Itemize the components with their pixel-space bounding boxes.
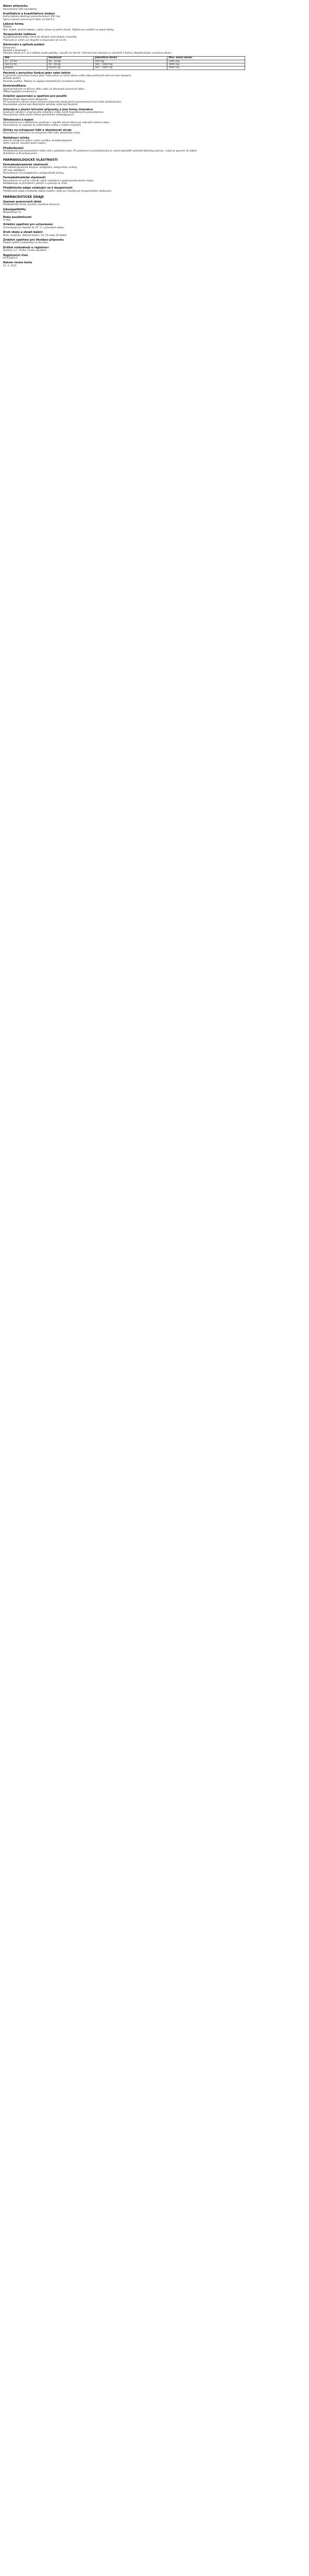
section-heading: Kontraindikace [3, 84, 26, 88]
section-paragraph: Farmakoterapeutická skupina: analgetika, antipyretika, anilidy. [3, 166, 78, 170]
section-tehotenstvi-a-kojeni [3, 118, 306, 127]
section-heading: Držitel rozhodnutí o registraci [3, 246, 49, 249]
section-farmakodynamicke-vlastnosti [3, 163, 306, 175]
section-paragraph: Předávkování paracetamolem může vést k poškození jater. Při podezření na předávkování je nutné okamžitě vyhledat lékařskou pomoc, i když se pacient cítí dobře. [3, 150, 198, 153]
section-paragraph: Dospělí a dospívající [3, 49, 27, 52]
section-paragraph: Antidotem je N-acetylcystein. [3, 152, 38, 156]
section-heading: Zvláštní opatření pro likvidaci přípravku [3, 238, 64, 242]
section-farmakokineticke-vlastnosti [3, 176, 306, 185]
section-seznam-pomocnych-latek [3, 200, 306, 207]
section-paragraph: Uchovávejte při teplotě do 25 °C v původním obalu. [3, 226, 65, 229]
dosage-table-body [4, 60, 245, 70]
section-predavkovani [3, 147, 306, 156]
dosage-table-cell: 500 - 1000 mg [94, 63, 167, 66]
section-paragraph: Jedna tableta obsahuje paracetamolum 500 mg. [3, 15, 61, 19]
sections-part-3 [3, 163, 306, 193]
section-heading: Terapeutické indikace [3, 32, 36, 36]
section-paragraph: 07/123/01-C [3, 257, 18, 260]
section-zvlastni-opatreni-pro-likvidaci-pripravk [3, 239, 306, 245]
section-paragraph: ATC kód: N02BE01 [3, 169, 25, 172]
section-registracni-cislo [3, 254, 306, 260]
section-paragraph: Dlouhodobé užívání bez lékařského dohledu může být škodlivé. [3, 104, 79, 107]
section-paragraph: Paracetamol lze v těhotenství používat v nejnižší účinné dávce po nejkratší možnou dobu. [3, 122, 110, 125]
section-heading: Kvalitativní a kvantitativní složení [3, 12, 55, 15]
dosage-table-cell: nad 15 let [4, 63, 47, 66]
section-paragraph: Paracetamol může zesílit účinek perorálních antikoagulancií. [3, 114, 75, 117]
dosage-table-cell: 40 - 50 kg [47, 60, 94, 63]
section-terapeuticke-indikace [3, 33, 306, 42]
section-paragraph: Předklinické údaje neodhalily žádné zvláštní riziko pro člověka při terapeutickém dávkování. [3, 190, 112, 193]
section-heading: Těhotenství a kojení [3, 118, 33, 122]
dosage-table-header-age: Věk [4, 57, 47, 60]
sections-part-2 [3, 72, 306, 156]
section-inkompatibility [3, 208, 306, 214]
section-paragraph: Paracetamol má analgetické a antipyretické účinky. [3, 172, 64, 175]
dosage-table-header-single-dose: Jednotlivá dávka [94, 57, 167, 60]
section-lekova-forma [3, 23, 306, 31]
section-paragraph: 11. 2. 2021 [3, 264, 17, 267]
section-pacienti-s-poruchou-funkce-jater-nebo-le [3, 72, 306, 83]
section-paragraph: Blistr, krabička. Velikost balení: 10, 20 nebo 30 tablet. [3, 234, 67, 237]
section-heading: Účinky na schopnost řídit a obsluhovat stroje [3, 128, 72, 132]
section-paragraph: Zentiva, k.s., Praha, Česká republika [3, 249, 46, 252]
section-paragraph: Obvyklá dávka je 1 až 2 tablety podle potřeby, nejvýše 4x denně. Interval mezi dávkami je nejméně 4 hodiny. Nepřekračujte uvedenou dávku. [3, 52, 172, 55]
section-heading: Zvláštní upozornění a opatření pro použití [3, 95, 67, 98]
section-drzitel-rozhodnuti-o-registraci [3, 246, 306, 252]
section-zvlastni-upozorneni-a-opatreni-pro-pouzi [3, 95, 306, 106]
section-paragraph: Perorální podání. Tablety se zapíjejí dostatečným množstvím tekutiny. [3, 80, 86, 83]
section-davkovani-a-zpusob-podani [3, 43, 306, 55]
title-heading: Název přípravku [3, 5, 28, 8]
section-heading: Dávkování a způsob podání [3, 43, 45, 47]
section-heading: Interakce s jinými léčivými přípravky a jiné formy interakce [3, 108, 93, 111]
section-paragraph: Těžká hepatální insuficience. [3, 90, 37, 93]
section-paragraph: Paracetamol se vylučuje do mateřského mléka v malém množství. [3, 124, 82, 127]
section-paragraph: Symptomatická léčba mírné až středně silné bolesti a horečky. [3, 36, 77, 39]
section-paragraph: Způsob podání [3, 77, 21, 80]
section-heading: Doba použitelnosti [3, 215, 32, 219]
section-kvalitativni-a-kvantitativni-slozeni [3, 12, 306, 21]
sections-part-1 [3, 12, 306, 55]
section-heading: Předklinické údaje vztahující se k bezpečnosti [3, 187, 73, 190]
pharmaceutical-data-heading: FARMACEUTICKÉ ÚDAJE [3, 195, 44, 199]
section-paragraph: U pacientů s poruchou funkce jater nebo ledvin je nutné dávku snížit nebo prodloužit interval mezi dávkami. [3, 75, 132, 78]
section-paragraph: Při současném užívání jiných léčivých přípravků obsahujících paracetamol hrozí riziko předávkování. [3, 100, 122, 104]
pharmacological-properties-heading: FARMAKOLOGICKÉ VLASTNOSTI [3, 158, 58, 162]
section-paragraph: Hypersenzitivita na léčivou látku nebo na kteroukoli pomocnou látku. [3, 88, 85, 91]
dosage-table-cell: 2000 mg [167, 60, 245, 63]
section-heading: Předávkování [3, 146, 24, 150]
section-paragraph: Paracetamol se rychle a téměř úplně vstřebává z gastrointestinálního traktu. [3, 179, 94, 182]
dosage-table-row [4, 66, 245, 70]
section-doba-pouzitelnosti [3, 216, 306, 222]
section-heading: Druh obalu a obsah balení [3, 231, 43, 234]
section-paragraph: Metabolizuje se převážně v játrech a vylučuje se močí. [3, 182, 68, 185]
section-predklinicke-udaje-vztahujici-se-k-bezpe [3, 187, 306, 193]
section-ucinky-na-schopnost-ridit-a-obsluhovat-s [3, 129, 306, 135]
dosage-table-cell: 4000 mg [167, 66, 245, 70]
section-druh-obalu-a-obsah-baleni [3, 231, 306, 237]
section-paragraph: Žádné zvláštní požadavky na likvidaci. [3, 242, 49, 245]
sections-part-4 [3, 200, 306, 267]
section-heading: Pacienti s poruchou funkce jater nebo ledvin [3, 71, 71, 75]
section-paragraph: Paracetamol nemá vliv na schopnost řídit nebo obsluhovat stroje. [3, 132, 81, 135]
section-paragraph: Přípravek je určen pro dospělé a dospívající od 12 let. [3, 39, 67, 42]
section-heading: Farmakodynamické vlastnosti [3, 163, 48, 166]
section-heading: Zvláštní opatření pro uchovávání [3, 223, 53, 227]
dosage-table-cell: nad 65 kg [47, 66, 94, 70]
section-paragraph: Neuplatňuje se. [3, 211, 22, 214]
dosage-table-header-max-dose: Max. denní dávka [167, 57, 245, 60]
section-heading: Farmakokinetické vlastnosti [3, 176, 46, 180]
section-heading: Registrační číslo [3, 253, 28, 257]
section-datum-revize-textu [3, 261, 306, 267]
section-paragraph: Velmi vzácné: závažné kožní reakce. [3, 142, 46, 145]
section-heading: Datum revize textu [3, 261, 32, 265]
dosage-table-cell: 500 - 1000 mg [94, 66, 167, 70]
section-zvlastni-opatreni-pro-uchovavani [3, 223, 306, 229]
section-heading: Seznam pomocných látek [3, 200, 42, 204]
section-paragraph: Vzácné: alergické reakce, kožní vyrážka, trombocytopenie. [3, 140, 73, 143]
section-paragraph: 3 roky. [3, 219, 11, 222]
dosage-table-cell: 12 - 15 let [4, 60, 47, 63]
section-interakce-s-jinymi-lecivymi-pripravky-a- [3, 108, 306, 117]
section-kontraindikace [3, 84, 306, 93]
dosage-table-cell: 500 mg [94, 60, 167, 63]
dosage-table-cell: 50 - 65 kg [47, 63, 94, 66]
product-name: Paracetamol 500 mg tablety [3, 8, 37, 11]
section-paragraph: Dávkování [3, 46, 16, 49]
section-heading: Nežádoucí účinky [3, 136, 30, 140]
section-paragraph: Tableta. [3, 26, 12, 29]
section-heading: Léková forma [3, 22, 24, 26]
dosage-table-cell: 3000 mg [167, 63, 245, 66]
dosage-table [3, 56, 245, 70]
dosage-table-header-weight: Hmotnost [47, 57, 94, 60]
section-heading: Inkompatibility [3, 208, 26, 211]
dosage-table-cell: dospělí [4, 66, 47, 70]
section-paragraph: Předbobtnalý škrob, povidon, kyselina stearová. [3, 204, 60, 207]
section-paragraph: Současné užívání s enzymovými induktory může zvýšit hepatotoxicitu paracetamolu. [3, 111, 105, 114]
section-paragraph: Úplný seznam pomocných látek viz bod 6.1. [3, 18, 56, 21]
section-nezadouci-ucinky [3, 137, 306, 145]
section-paragraph: Bílé, kulaté, ploché tablety s půlicí rýhou na jedné straně. Tabletu lze rozdělit na stejné dávky. [3, 28, 114, 31]
section-paragraph: Nepřekračujte doporučené dávkování. [3, 98, 48, 101]
